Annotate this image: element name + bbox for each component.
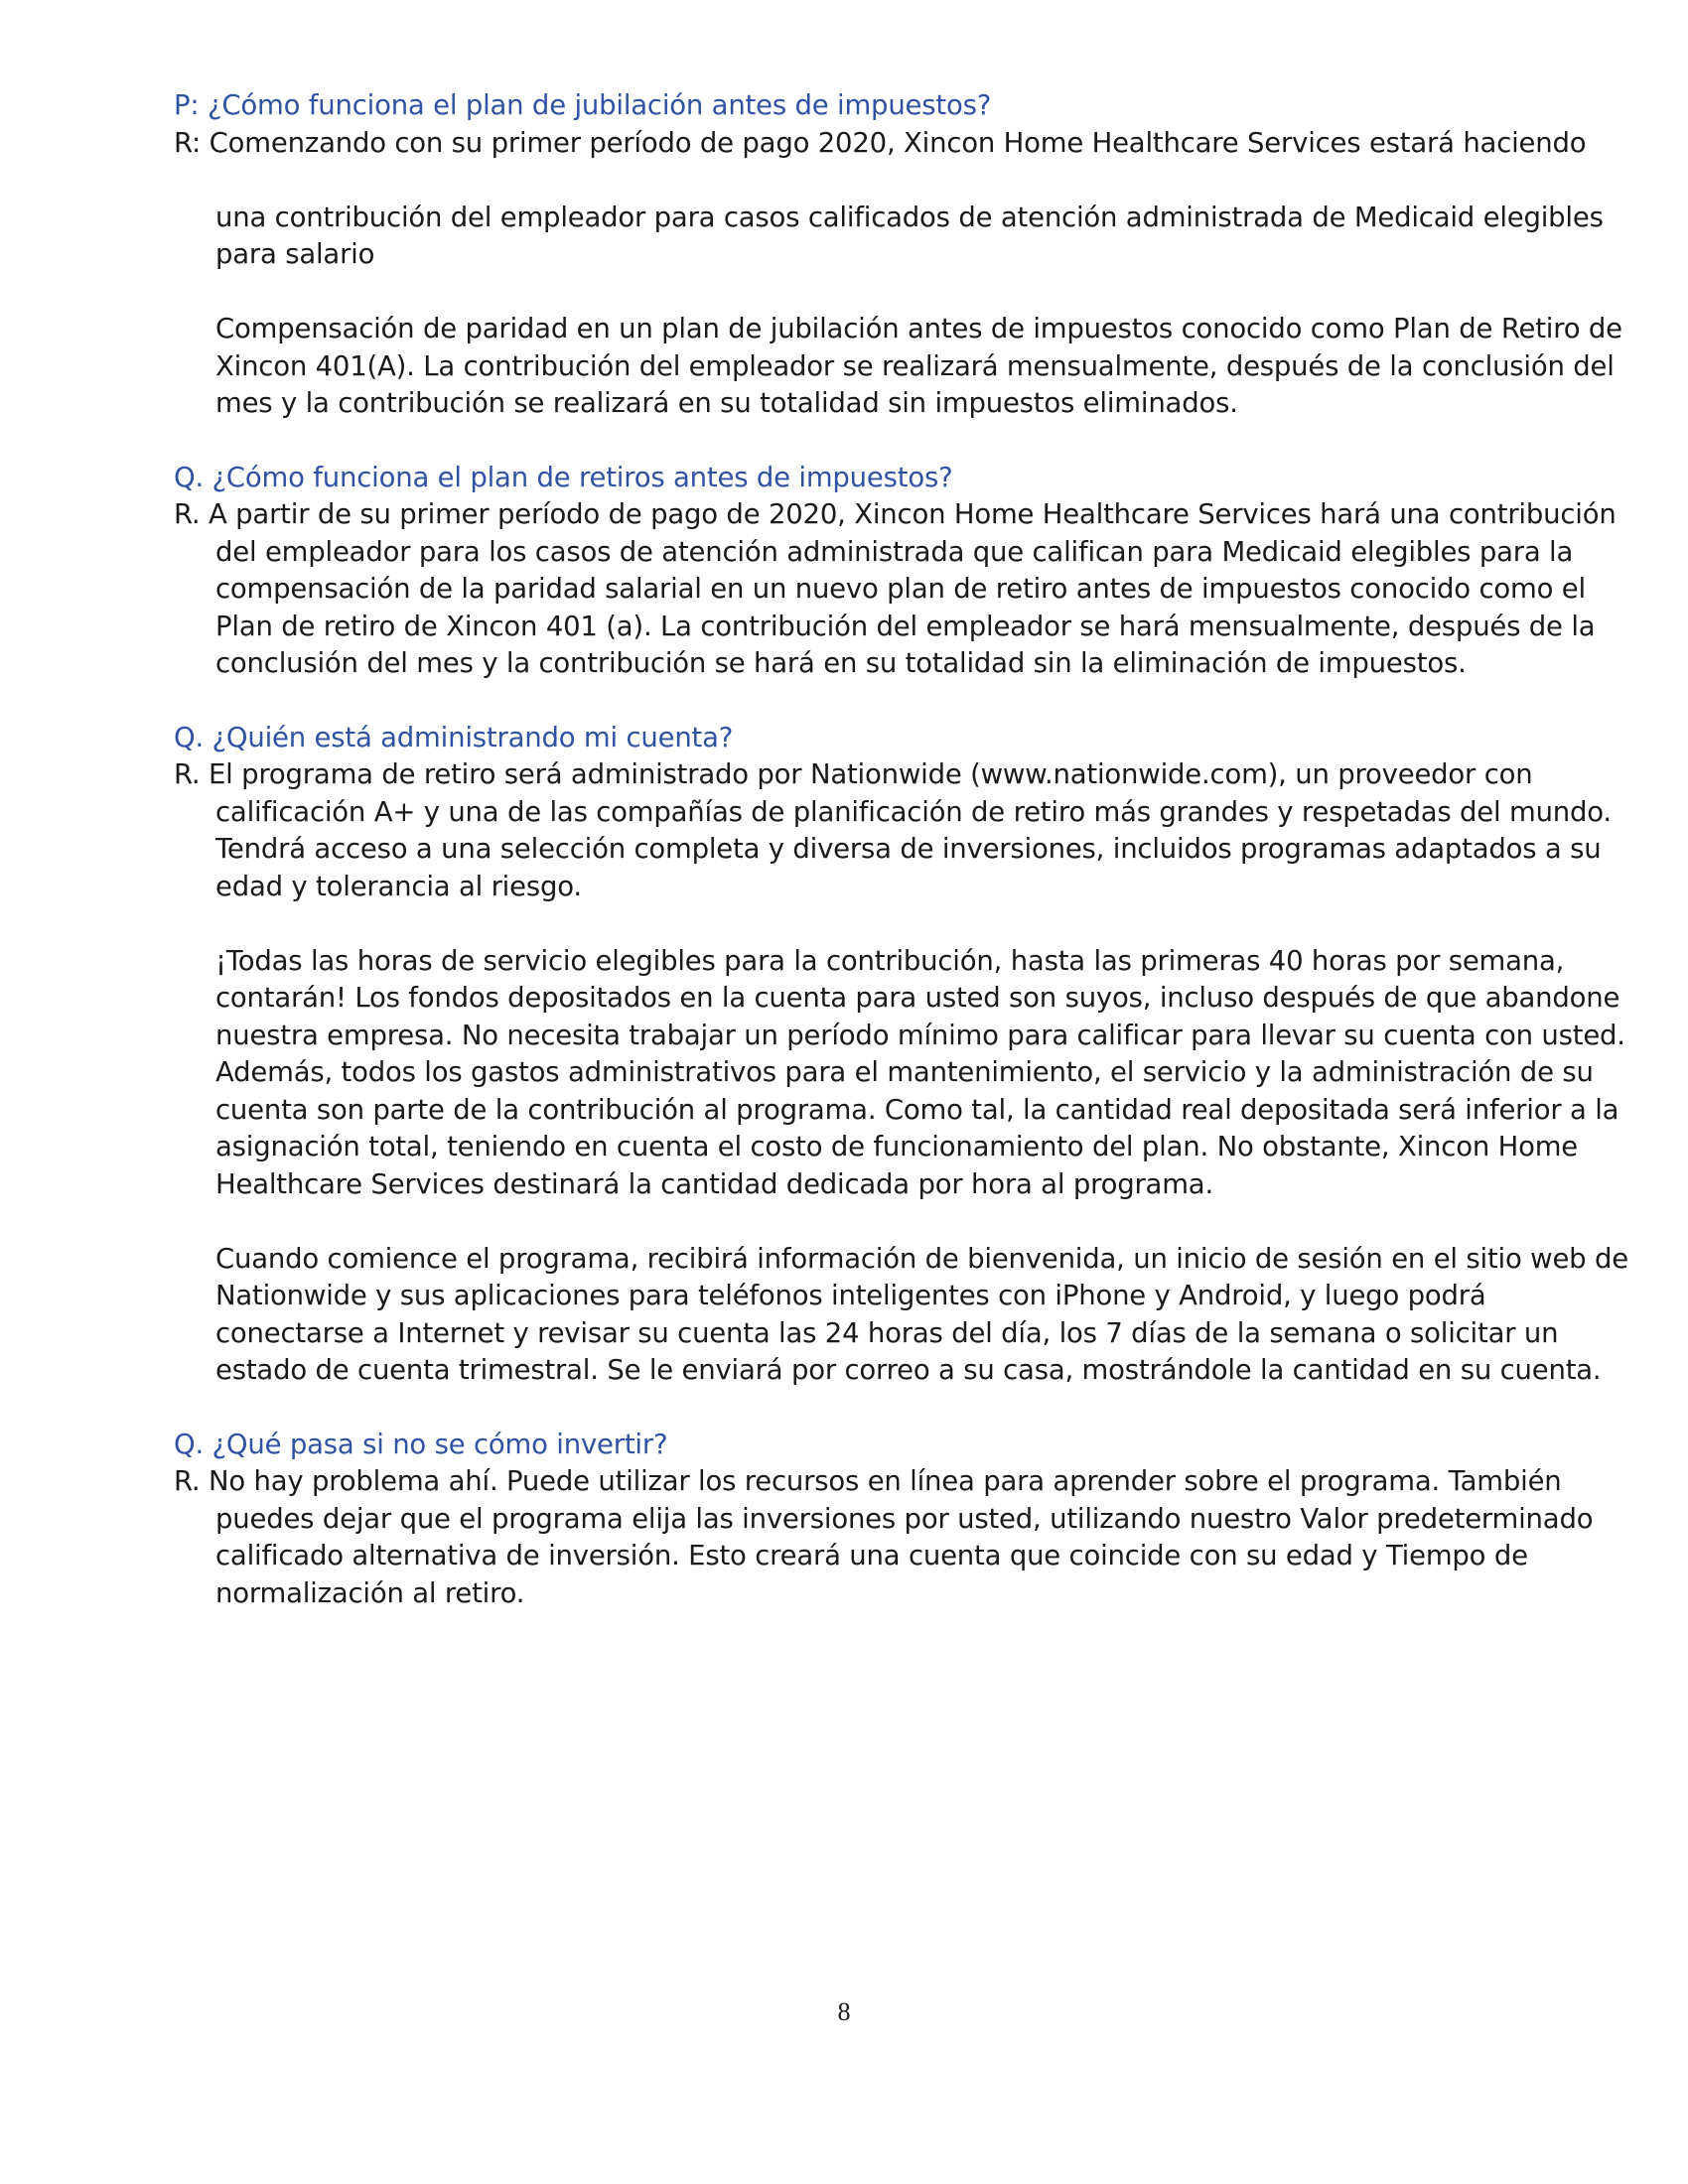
answer-paragraph: R. A partir de su primer período de pago de 2020, Xincon Home Healthcare Services hará una contribución del empleador para los casos de atención administrada que califican para Medicaid elegibles para la compensación de la paridad salarial en un nuevo plan de retiro antes de impuestos conocido como el Plan de retiro de Xincon 401 (a). La contribución del empleador se hará mensualmente, después de la conclusión del mes y la contribución se hará en su totalidad sin la eliminación de impuestos.: [174, 498, 1617, 679]
qa-block-3: [174, 720, 1633, 1390]
question-heading: P: ¿Cómo funciona el plan de jubilación antes de impuestos?: [174, 89, 992, 121]
answer-paragraph: una contribución del empleador para casos calificados de atención administrada de Medicaid elegibles para salario: [215, 201, 1604, 270]
answer-paragraph: R. No hay problema ahí. Puede utilizar los recursos en línea para aprender sobre el programa. También puedes dejar que el programa elija las inversiones por usted, utilizando nuestro Valor predeterminado calificado alternativa de inversión. Esto creará una cuenta que coincide con su edad y Tiempo de normalización al retiro.: [174, 1465, 1594, 1609]
qa-block-2: [174, 460, 1633, 683]
answer-paragraph: Compensación de paridad en un plan de jubilación antes de impuestos conocido como Plan de Retiro de Xincon 401(A). La contribución del empleador se realizará mensualmente, después de la conclusión del mes y la contribución se realizará en su totalidad sin impuestos eliminados.: [215, 313, 1622, 419]
answer-paragraph: R. El programa de retiro será administrado por Nationwide (www.nationwide.com), un proveedor con calificación A+ y una de las compañías de planificación de retiro más grandes y respetadas del mundo. Tendrá acceso a una selección completa y diversa de inversiones, incluidos programas adaptados a su edad y tolerancia al riesgo.: [174, 758, 1612, 902]
answer-paragraph: ¡Todas las horas de servicio elegibles para la contribución, hasta las primeras 40 horas por semana, contarán! Los fondos depositados en la cuenta para usted son suyos, incluso después de que abandone nuestra empresa. No necesita trabajar un período mínimo para calificar para llevar su cuenta con usted. Además, todos los gastos administrativos para el mantenimiento, el servicio y la administración de su cuenta son parte de la contribución al programa. Como tal, la cantidad real depositada será inferior a la asignación total, teniendo en cuenta el costo de funcionamiento del plan. No obstante, Xincon Home Healthcare Services destinará la cantidad dedicada por hora al programa.: [215, 944, 1625, 1200]
qa-block-4: [174, 1427, 1633, 1613]
question-heading: Q. ¿Qué pasa si no se cómo invertir?: [174, 1428, 668, 1460]
page-number: 8: [837, 1997, 851, 2026]
answer-paragraph: R: Comenzando con su primer período de pago 2020, Xincon Home Healthcare Services estará haciendo: [174, 126, 1587, 159]
qa-block-1: [174, 87, 1633, 423]
question-heading: Q. ¿Quién está administrando mi cuenta?: [174, 721, 734, 753]
answer-paragraph: Cuando comience el programa, recibirá información de bienvenida, un inicio de sesión en el sitio web de Nationwide y sus aplicaciones para teléfonos inteligentes con iPhone y Android, y luego podrá conectarse a Internet y revisar su cuenta las 24 horas del día, los 7 días de la semana o solicitar un estado de cuenta trimestral. Se le enviará por correo a su casa, mostrándole la cantidad en su cuenta.: [215, 1242, 1628, 1386]
document-body: [174, 87, 1633, 1649]
question-heading: Q. ¿Cómo funciona el plan de retiros antes de impuestos?: [174, 461, 953, 493]
